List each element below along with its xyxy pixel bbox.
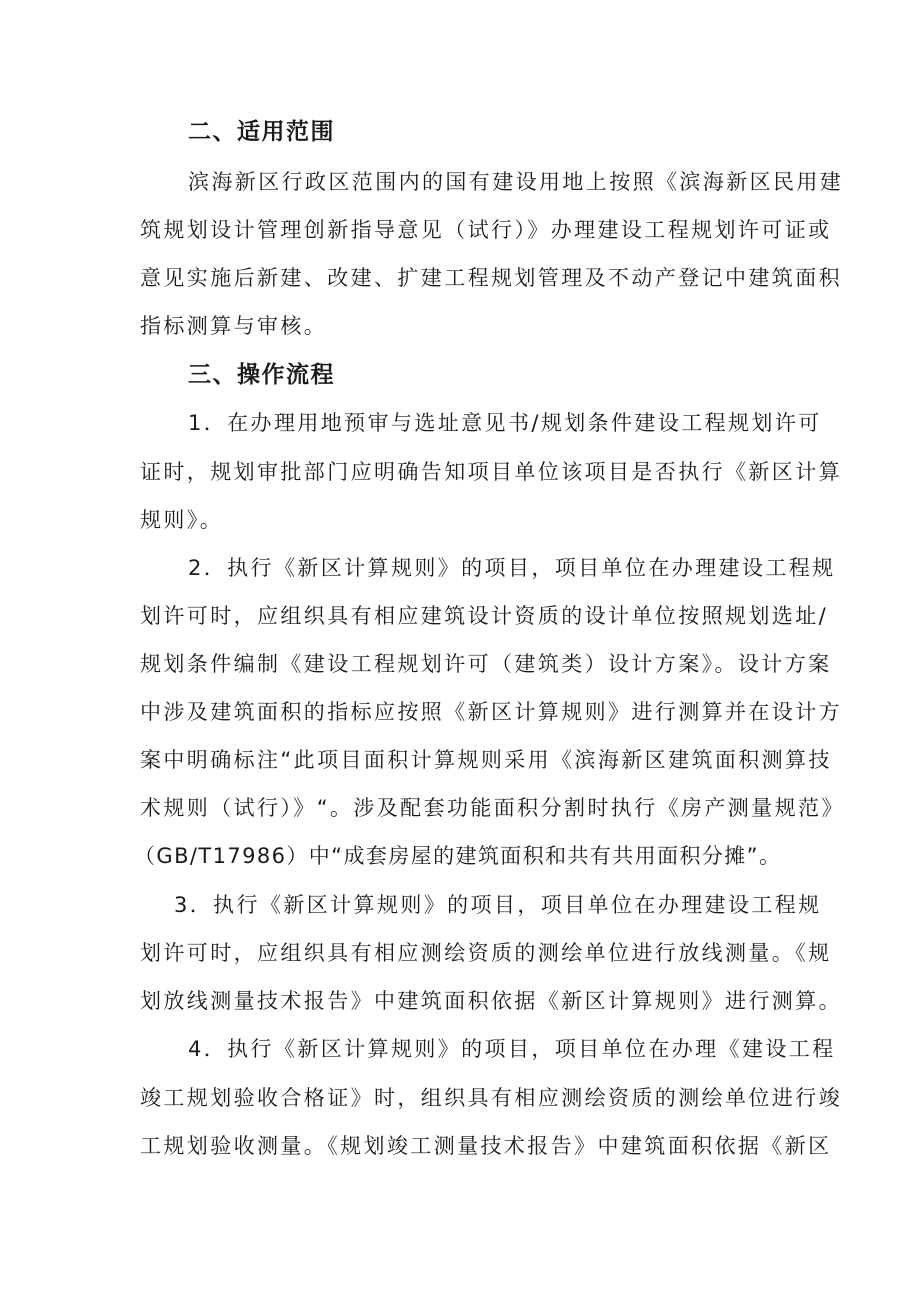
item-1-line: 证时，规划审批部门应明确告知项目单位该项目是否执行《新区计算 (140, 460, 842, 484)
section-2-paragraph-line: 滨海新区行政区范围内的国有建设用地上按照《滨海新区民用建 (188, 170, 844, 194)
section-2-paragraph-line: 指标测算与审核。 (140, 314, 328, 338)
item-1-line: 规则》。 (140, 508, 224, 532)
item-4-line: 竣工规划验收合格证》时，组织具有相应测绘资质的测绘单位进行竣 (140, 1086, 842, 1110)
item-2-line: 案中明确标注“此项目面积计算规则采用《滨海新区建筑面积测算技 (140, 748, 832, 772)
item-3-line: 划许可时，应组织具有相应测绘资质的测绘单位进行放线测量。《规 (140, 941, 832, 965)
item-4-line: 4．执行《新区计算规则》的项目，项目单位在办理《建设工程 (188, 1037, 836, 1061)
section-3-heading: 三、操作流程 (188, 362, 335, 388)
section-2-paragraph-line: 筑规划设计管理创新指导意见（试行）》办理建设工程规划许可证或 (140, 218, 832, 242)
item-2-line: 2．执行《新区计算规则》的项目，项目单位在办理建设工程规 (188, 556, 836, 580)
item-3-line: 3．执行《新区计算规则》的项目，项目单位在办理建设工程规 (174, 893, 822, 917)
item-1-line: 1．在办理用地预审与选址意见书/规划条件建设工程规划许可 (188, 411, 822, 435)
item-2-line: 中涉及建筑面积的指标应按照《新区计算规则》进行测算并在设计方 (140, 700, 842, 724)
item-4-line: 工规划验收测量。《规划竣工测量技术报告》中建筑面积依据《新区 (140, 1134, 832, 1158)
item-2-line: （GB/T17986）中“成套房屋的建筑面积和共有共用面积分摊”。 (134, 844, 782, 868)
item-2-line: 划许可时，应组织具有相应建筑设计资质的设计单位按照规划选址/ (140, 604, 829, 628)
item-2-line: 术规则（试行）》“。涉及配套功能面积分割时执行《房产测量规范》 (140, 796, 845, 820)
item-3-line: 划放线测量技术报告》中建筑面积依据《新区计算规则》进行测算。 (140, 989, 842, 1013)
section-2-paragraph-line: 意见实施后新建、改建、扩建工程规划管理及不动产登记中建筑面积 (140, 266, 842, 290)
item-2-line: 规划条件编制《建设工程规划许可（建筑类）设计方案》。设计方案 (140, 652, 832, 676)
section-2-heading: 二、适用范围 (188, 119, 335, 145)
